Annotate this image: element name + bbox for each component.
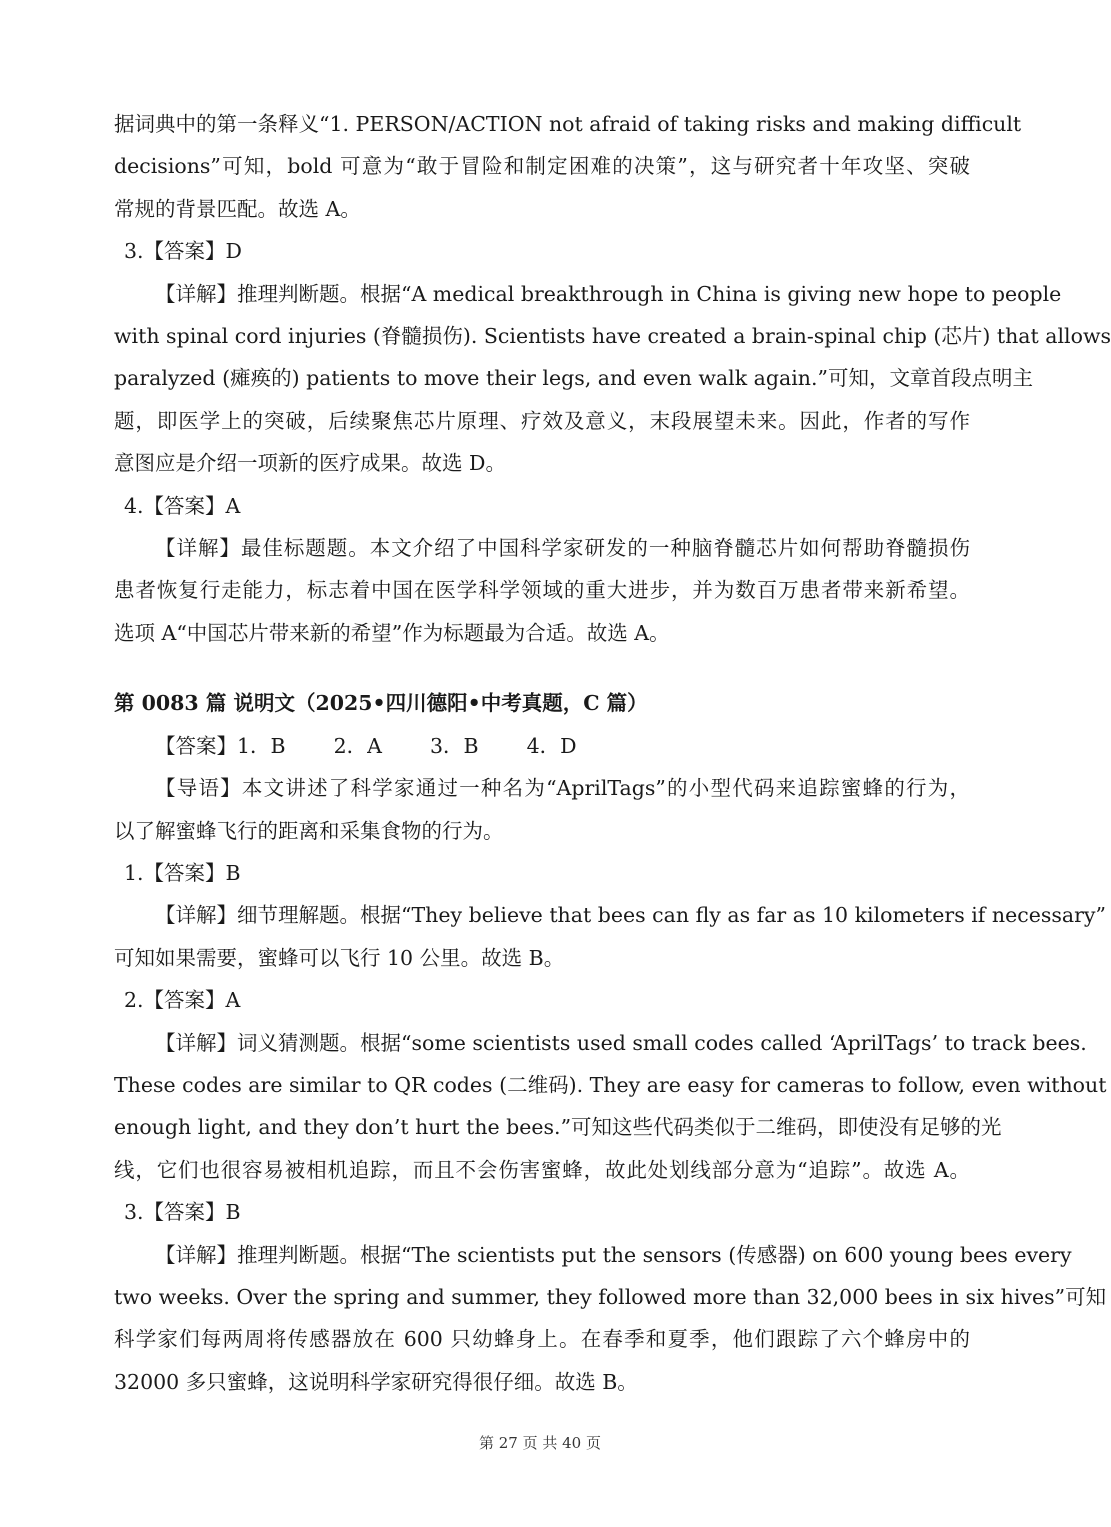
answer-label: 4.【答案】A <box>124 493 241 518</box>
text-line: 选项 A“中国芯片带来新的希望”作为标题最为合适。故选 A。 <box>114 620 670 645</box>
text-line: 【详解】推理判断题。根据“A medical breakthrough in China is giving new hope to people <box>155 281 1062 306</box>
document-page <box>114 103 1111 1403</box>
answer-summary-label: 【答案】 <box>155 733 237 758</box>
answer-label: 3.【答案】B <box>124 1200 241 1225</box>
text-line: 线，它们也很容易被相机追踪，而且不会伤害蜜蜂，故此处划线部分意为“追踪”。故选 A。 <box>114 1157 970 1182</box>
answer-item: 4．D <box>526 733 577 758</box>
text-line: 【详解】最佳标题题。本文介绍了中国科学家研发的一种脑脊髓芯片如何帮助脊髓损伤 <box>155 536 970 561</box>
text-line: two weeks. Over the spring and summer, they followed more than 32,000 bees in six hives”可知 <box>114 1284 1107 1309</box>
text-line: 可知如果需要，蜜蜂可以飞行 10 公里。故选 B。 <box>114 945 565 970</box>
text-line: 题，即医学上的突破，后续聚焦芯片原理、疗效及意义，末段展望未来。因此，作者的写作 <box>114 408 970 433</box>
text-line: paralyzed (瘫痪的) patients to move their legs, and even walk again.”可知，文章首段点明主 <box>114 366 1033 391</box>
text-line: 科学家们每两周将传感器放在 600 只幼蜂身上。在春季和夏季，他们跟踪了六个蜂房中的 <box>114 1327 970 1352</box>
answer-label: 3.【答案】D <box>124 239 242 264</box>
text-line: These codes are similar to QR codes (二维码). They are easy for cameras to follow, even without <box>114 1072 1107 1097</box>
page-footer: 第 27 页 共 40 页 <box>478 1434 601 1452</box>
answer-item: 2．A <box>333 733 382 758</box>
text-line: 常规的背景匹配。故选 A。 <box>114 196 361 221</box>
answer-item: 1．B <box>237 733 286 758</box>
text-line: 【详解】词义猜测题。根据“some scientists used small codes called ‘AprilTags’ to track bees. <box>155 1030 1087 1055</box>
answer-summary <box>114 725 970 767</box>
answer-label: 2.【答案】A <box>124 988 241 1013</box>
text-line: 以了解蜜蜂飞行的距离和采集食物的行为。 <box>114 818 504 843</box>
answer-label: 1.【答案】B <box>124 860 241 885</box>
text-line: 据词典中的第一条释义“1. PERSON/ACTION not afraid of taking risks and making difficult <box>114 112 1022 136</box>
text-line: with spinal cord injuries (脊髓损伤). Scientists have created a brain-spinal chip (芯片) that allows <box>114 324 1111 349</box>
text-line: enough light, and they don’t hurt the bees.”可知这些代码类似于二维码，即使没有足够的光 <box>114 1115 1002 1140</box>
text-line: 【详解】细节理解题。根据“They believe that bees can fly as far as 10 kilometers if necessary” <box>155 903 1106 928</box>
text-line: 患者恢复行走能力，标志着中国在医学科学领域的重大进步，并为数百万患者带来新希望。 <box>114 578 970 603</box>
answer-item: 3．B <box>429 733 479 758</box>
text-line: decisions”可知，bold 可意为“敢于冒险和制定困难的决策”，这与研究者十年攻坚、突破 <box>114 154 970 179</box>
text-line: 【详解】推理判断题。根据“The scientists put the sensors (传感器) on 600 young bees every <box>155 1242 1072 1267</box>
section-spacer <box>114 654 970 682</box>
text-line: 32000 多只蜜蜂，这说明科学家研究得很仔细。故选 B。 <box>114 1369 638 1394</box>
text-line: 意图应是介绍一项新的医疗成果。故选 D。 <box>114 451 506 476</box>
section-title: 第 0083 篇 说明文（2025•四川德阳•中考真题，C 篇） <box>114 691 648 716</box>
text-line: 【导语】本文讲述了科学家通过一种名为“AprilTags”的小型代码来追踪蜜蜂的行为， <box>155 776 970 801</box>
